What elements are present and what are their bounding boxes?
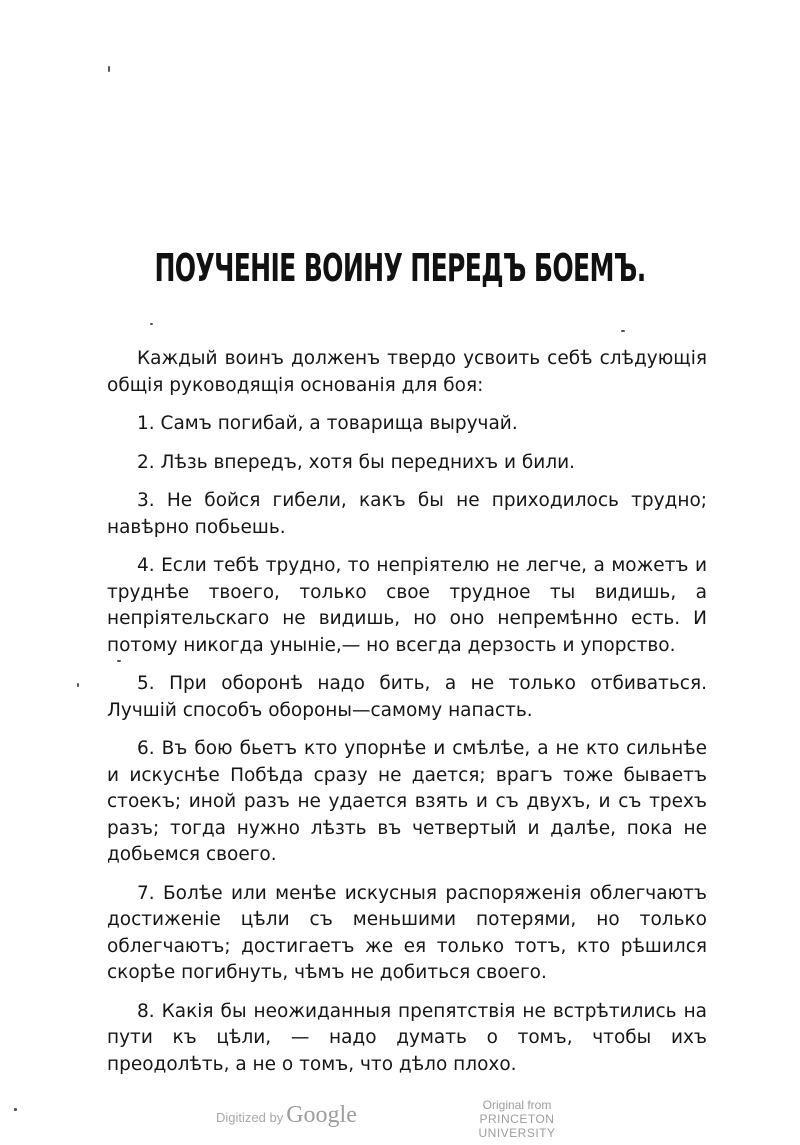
rule-5: 5. При оборонѣ надо бить, а не только отбиваться. Лучшій способъ обороны—самому напасть. <box>107 673 707 721</box>
google-logo: Google <box>286 1102 357 1128</box>
scan-speck <box>77 683 79 687</box>
institution-name: PRINCETON UNIVERSITY <box>478 1112 556 1140</box>
scan-speck <box>117 660 121 662</box>
digitized-by-label: Digitized by <box>216 1110 284 1125</box>
scan-speck <box>621 330 625 332</box>
page-title: ПОУЧЕНІЕ ВОИНУ ПЕРЕДЪ БОЕМЪ. <box>154 246 646 290</box>
rule-2: 2. Лѣзь впередъ, хотя бы переднихъ и били. <box>137 451 576 473</box>
original-from <box>447 1098 587 1140</box>
digitized-by-google <box>216 1102 357 1129</box>
scan-speck <box>150 323 153 325</box>
original-from-label: Original from <box>482 1098 552 1112</box>
footer-watermark <box>0 1090 800 1140</box>
rule-6: 6. Въ бою бьетъ кто упорнѣе и смѣлѣе, а не кто сильнѣе и искуснѣе Побѣда сразу не дается; врагъ тоже бываетъ стоекъ; иной разъ не удается взять и съ двухъ, и съ трехъ разъ; тогда нужно лѣзть въ четвертый и далѣе, пока не добьемся своего. <box>107 738 707 865</box>
rule-3: 3. Не бойся гибели, какъ бы не приходилось трудно; навѣрно побьешь. <box>107 490 707 538</box>
intro-paragraph: Каждый воинъ долженъ твердо усвоить себѣ слѣдующія общія руководящія основанія для боя: <box>107 348 707 396</box>
rule-7: 7. Болѣе или менѣе искусныя распоряженія облегчаютъ достиженіе цѣли съ меньшими потерями, но только облегчаютъ; достигаетъ же ея только тотъ, кто рѣшился скорѣе погибнуть, чѣмъ не добиться своего. <box>107 882 707 983</box>
rule-4: 4. Если тебѣ трудно, то непріятелю не легче, а можетъ и труднѣе твоего, только свое трудное ты видишь, а непріятельскаго не видишь, но оно непремѣнно есть. И потому никогда уныніе,— но всегда дерзость и упорство. <box>107 555 707 656</box>
document-body <box>107 346 707 1090</box>
scan-speck <box>108 66 110 72</box>
rule-8: 8. Какія бы неожиданныя препятствія не встрѣтились на пути къ цѣли, — надо думать о томъ, чтобы ихъ преодолѣть, а не о томъ, что дѣло плохо. <box>107 1000 707 1075</box>
rule-1: 1. Самъ погибай, а товарища выручай. <box>137 413 518 434</box>
